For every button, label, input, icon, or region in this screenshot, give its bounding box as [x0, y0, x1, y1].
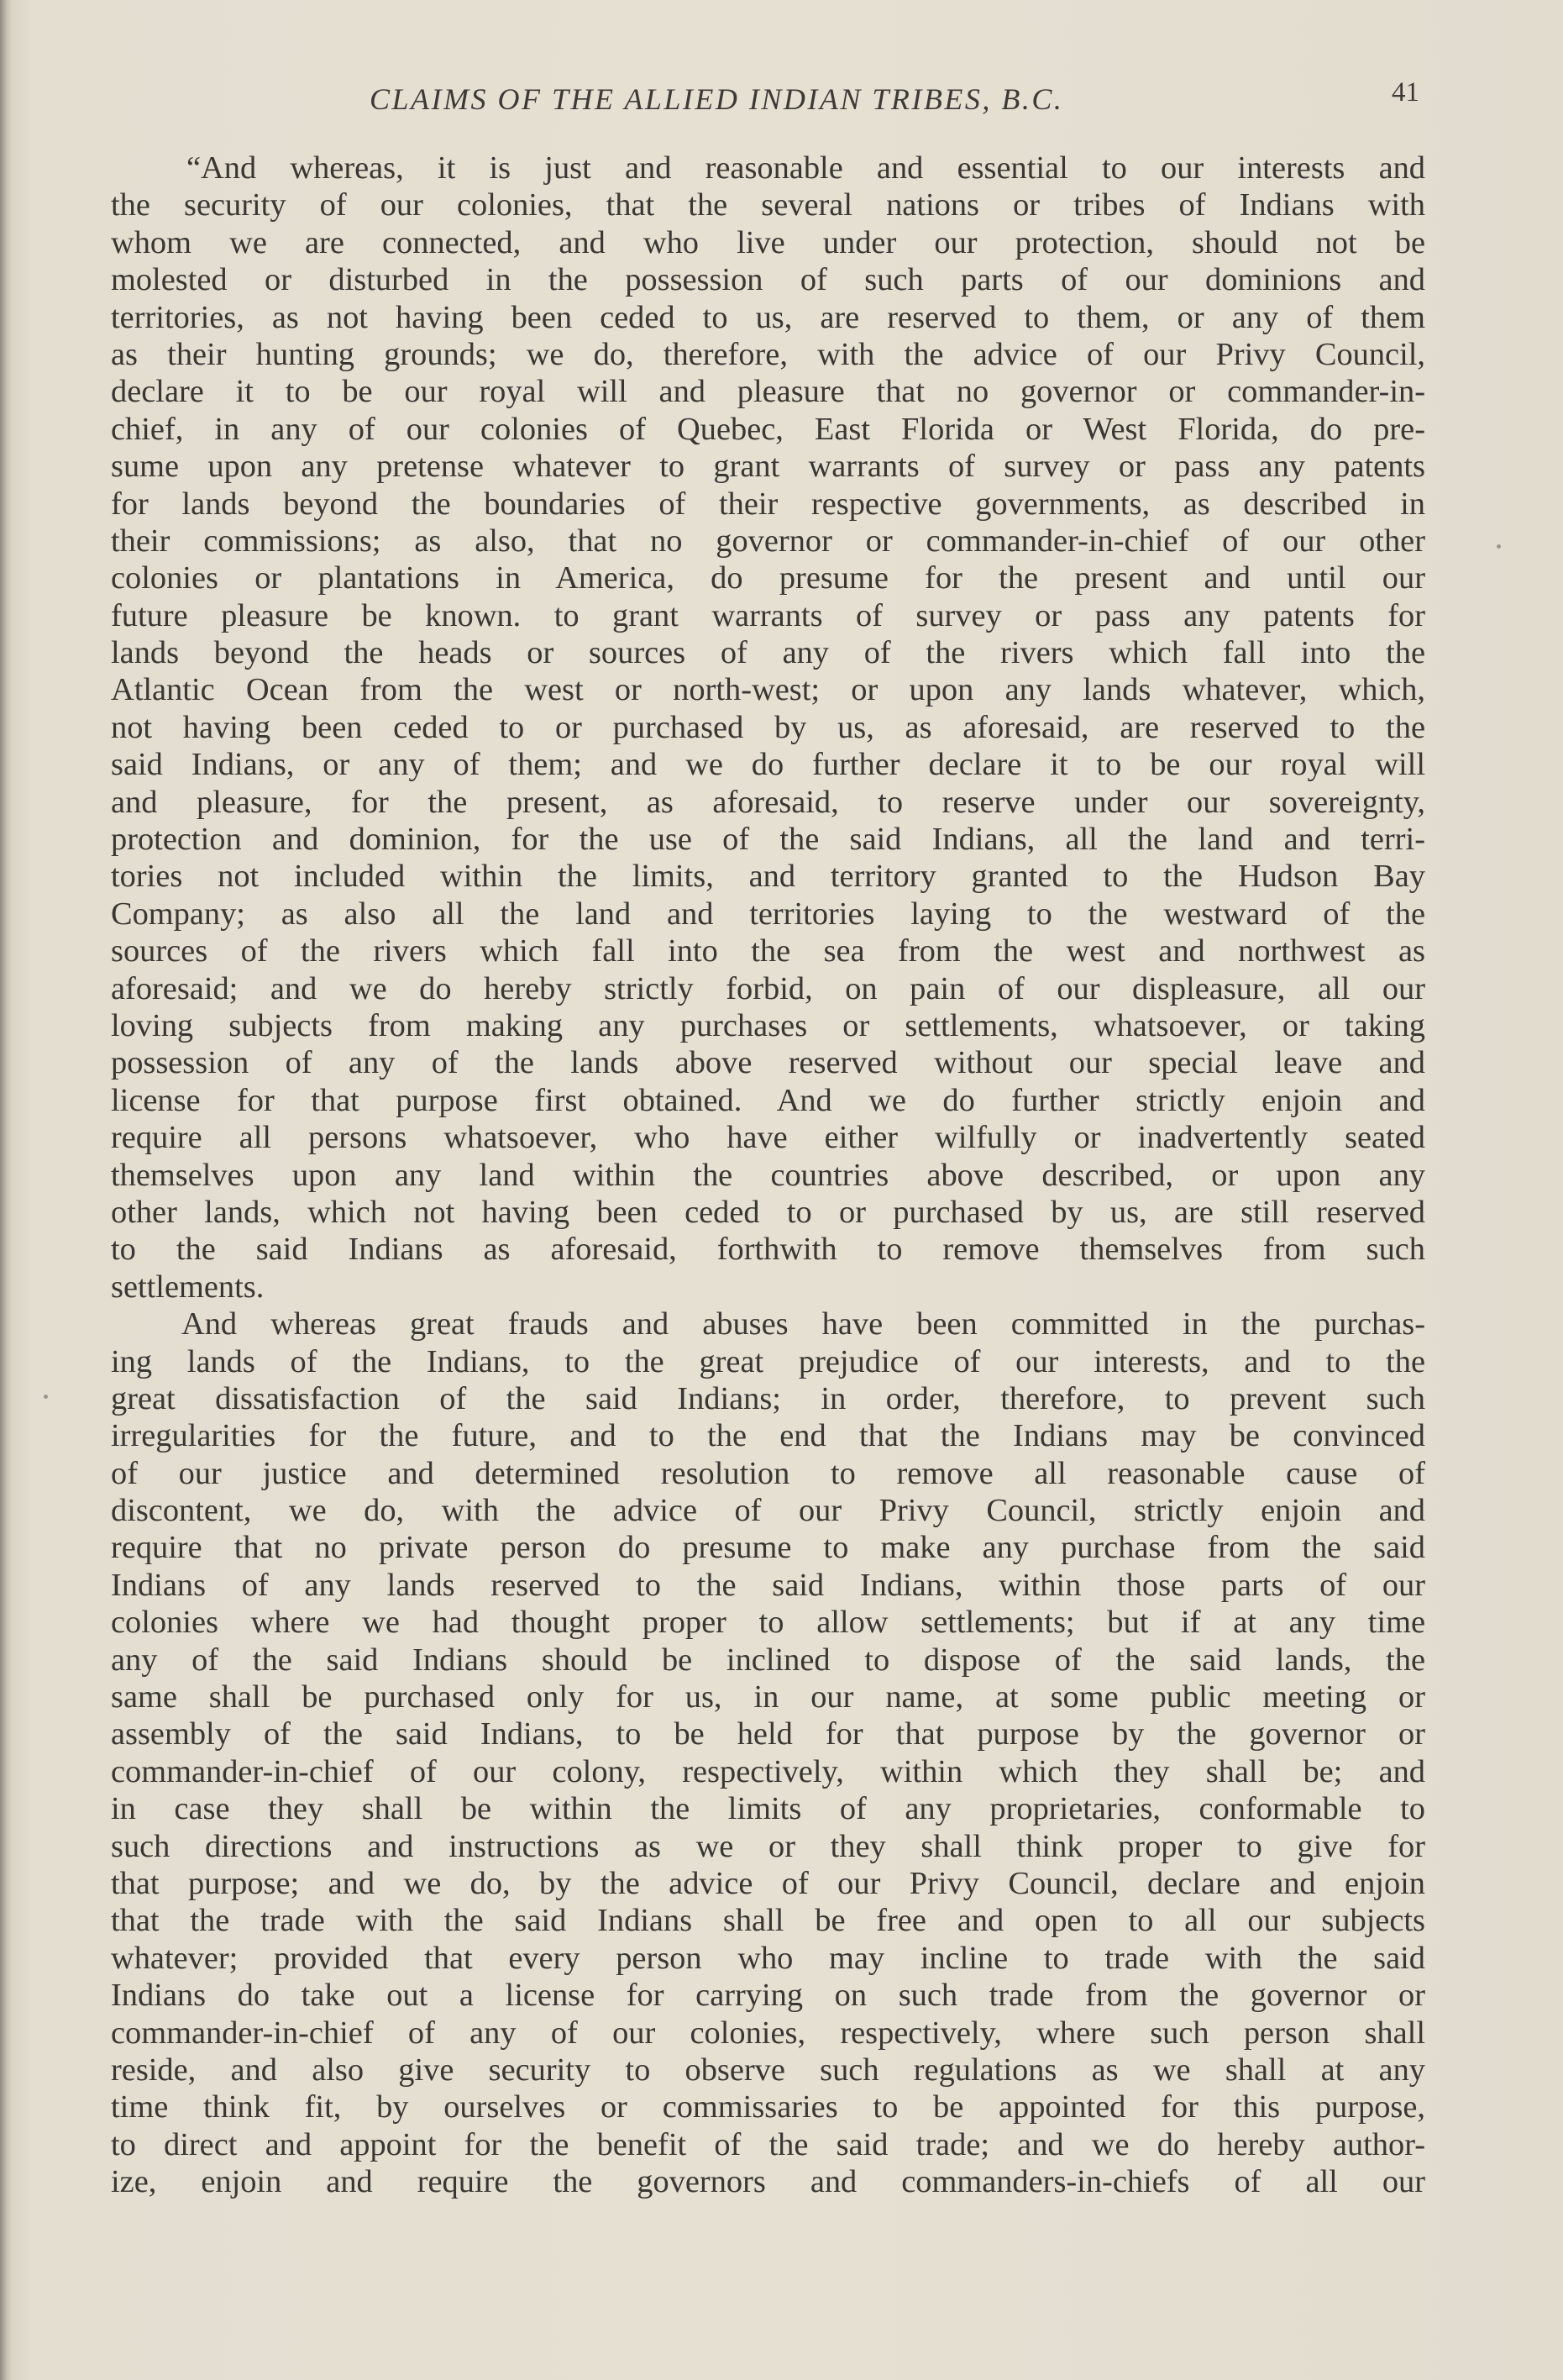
text-line: the security of our colonies, that the several nations or tribes of Indians with: [111, 187, 1425, 223]
text-line: discontent, we do, with the advice of our Privy Council, strictly enjoin and: [111, 1493, 1425, 1529]
text-line: sume upon any pretense whatever to grant warrants of survey or pass any patents: [111, 449, 1425, 485]
text-line: molested or disturbed in the possession of such parts of our dominions and: [111, 262, 1425, 298]
text-line: sources of the rivers which fall into the sea from the west and northwest as: [111, 933, 1425, 969]
page-number: 41: [1392, 77, 1419, 108]
text-line: lands beyond the heads or sources of any of the rivers which fall into the: [111, 635, 1425, 671]
text-line: Indians of any lands reserved to the said Indians, within those parts of our: [111, 1567, 1425, 1603]
text-line: in case they shall be within the limits of any proprietaries, conformable to: [111, 1791, 1425, 1827]
text-line: said Indians, or any of them; and we do further declare it to be our royal will: [111, 747, 1425, 783]
text-line: same shall be purchased only for us, in our name, at some public meeting or: [111, 1679, 1425, 1715]
paper-speck: [1497, 544, 1501, 549]
text-line: protection and dominion, for the use of the said Indians, all the land and terri-: [111, 822, 1425, 858]
text-line: Atlantic Ocean from the west or north-west; or upon any lands whatever, which,: [111, 672, 1425, 708]
text-line: commander-in-chief of our colony, respectively, within which they shall be; and: [111, 1753, 1425, 1789]
text-line: license for that purpose first obtained. And we do further strictly enjoin and: [111, 1082, 1425, 1118]
text-line: that the trade with the said Indians shall be free and open to all our subjects: [111, 1903, 1425, 1939]
text-line: not having been ceded to or purchased by us, as aforesaid, are reserved to the: [111, 709, 1425, 745]
text-line: whom we are connected, and who live under our protection, should not be: [111, 224, 1425, 260]
text-line: other lands, which not having been ceded to or purchased by us, are still reserved: [111, 1194, 1425, 1230]
text-line: future pleasure be known. to grant warrants of survey or pass any patents for: [111, 597, 1425, 633]
text-line: colonies where we had thought proper to allow settlements; but if at any time: [111, 1605, 1425, 1641]
text-line: commander-in-chief of any of our colonies, respectively, where such person shall: [111, 2015, 1425, 2051]
text-line: possession of any of the lands above reserved without our special leave and: [111, 1045, 1425, 1081]
binding-shadow: [0, 0, 12, 2380]
text-line: assembly of the said Indians, to be held for that purpose by the governor or: [111, 1716, 1425, 1752]
text-line: territories, as not having been ceded to us, are reserved to them, or any of them: [111, 299, 1425, 335]
text-line: declare it to be our royal will and pleasure that no governor or commander-in-: [111, 374, 1425, 410]
text-line: aforesaid; and we do hereby strictly forbid, on pain of our displeasure, all our: [111, 970, 1425, 1006]
text-line: ing lands of the Indians, to the great prejudice of our interests, and to the: [111, 1343, 1425, 1379]
text-line: to direct and appoint for the benefit of the said trade; and we do hereby author-: [111, 2126, 1425, 2162]
text-line: reside, and also give security to observe such regulations as we shall at any: [111, 2052, 1425, 2088]
running-title: CLAIMS OF THE ALLIED INDIAN TRIBES, B.C.: [370, 82, 1064, 116]
text-line: that purpose; and we do, by the advice of our Privy Council, declare and enjoin: [111, 1865, 1425, 1901]
page-header: [109, 77, 1436, 128]
text-line: tories not included within the limits, and territory granted to the Hudson Bay: [111, 859, 1425, 895]
text-line: colonies or plantations in America, do presume for the present and until our: [111, 560, 1425, 596]
text-line: for lands beyond the boundaries of their respective governments, as described in: [111, 486, 1425, 522]
text-line: such directions and instructions as we or they shall think proper to give for: [111, 1828, 1425, 1864]
text-line: to the said Indians as aforesaid, forthwith to remove themselves from such: [111, 1232, 1425, 1268]
text-line: time think fit, by ourselves or commissaries to be appointed for this purpose,: [111, 2089, 1425, 2125]
text-line: Company; as also all the land and territories laying to the westward of the: [111, 896, 1425, 932]
text-line: whatever; provided that every person who may incline to trade with the said: [111, 1940, 1425, 1976]
text-line: chief, in any of our colonies of Quebec, East Florida or West Florida, do pre-: [111, 411, 1425, 447]
text-line: themselves upon any land within the countries above described, or upon any: [111, 1157, 1425, 1193]
text-line: any of the said Indians should be inclined to dispose of the said lands, the: [111, 1642, 1425, 1678]
text-line: their commissions; as also, that no governor or commander-in-chief of our other: [111, 523, 1425, 559]
body-text: [111, 150, 1425, 2200]
text-line: settlements.: [111, 1269, 265, 1305]
text-line: and pleasure, for the present, as aforesaid, to reserve under our sovereignty,: [111, 784, 1425, 820]
paragraph-1: [111, 150, 1425, 1306]
text-line: “And whereas, it is just and reasonable and essential to our interests and: [186, 150, 1425, 186]
text-line: require all persons whatsoever, who have either wilfully or inadvertently seated: [111, 1120, 1425, 1156]
text-line: irregularities for the future, and to the end that the Indians may be convinced: [111, 1418, 1425, 1454]
text-line: And whereas great frauds and abuses have been committed in the purchas-: [181, 1306, 1425, 1342]
paragraph-2: [111, 1306, 1425, 2200]
text-line: as their hunting grounds; we do, therefore, with the advice of our Privy Council,: [111, 336, 1425, 372]
paper-speck: [44, 1395, 48, 1399]
text-line: require that no private person do presume to make any purchase from the said: [111, 1530, 1425, 1566]
text-line: of our justice and determined resolution to remove all reasonable cause of: [111, 1455, 1425, 1491]
text-line: loving subjects from making any purchases or settlements, whatsoever, or taking: [111, 1007, 1425, 1043]
text-line: great dissatisfaction of the said Indians; in order, therefore, to prevent such: [111, 1380, 1425, 1416]
text-line: ize, enjoin and require the governors and commanders-in-chiefs of all our: [111, 2164, 1425, 2200]
text-line: Indians do take out a license for carrying on such trade from the governor or: [111, 1978, 1425, 2014]
